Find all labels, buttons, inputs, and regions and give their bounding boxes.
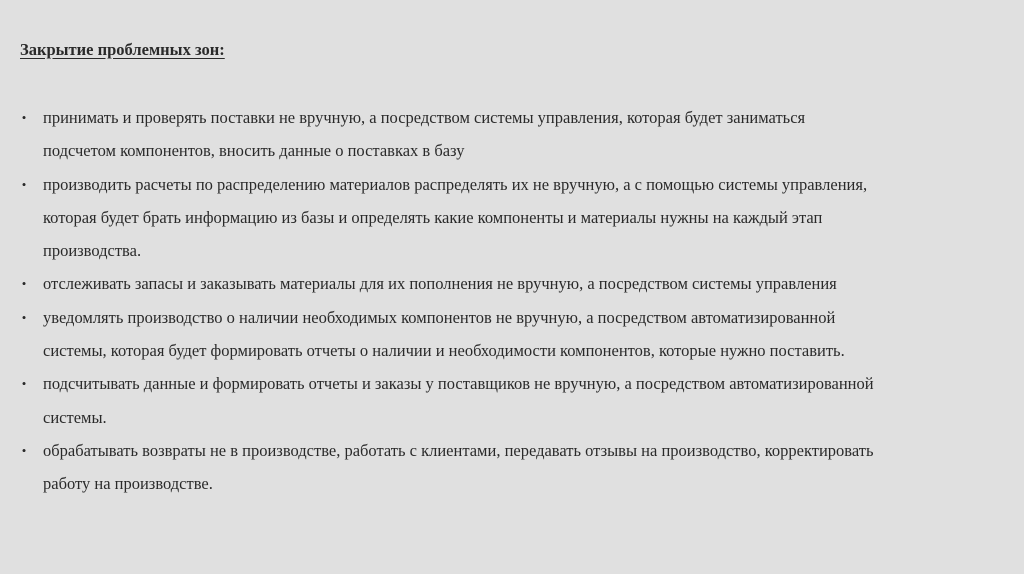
list-item-line: отслеживать запасы и заказывать материалы для их пополнения не вручную, а посредством системы управления (43, 274, 837, 294)
bullet-icon: • (21, 176, 27, 192)
bullet-icon: • (21, 376, 27, 392)
slide-heading: Закрытие проблемных зон: (20, 40, 225, 59)
list-item-line: производить расчеты по распределению материалов распределять их не вручную, а с помощью системы управления, (43, 174, 868, 194)
list-item-line: обрабатывать возвраты не в производстве, работать с клиентами, передавать отзывы на производство, корректировать (43, 440, 874, 460)
bullet-icon: • (21, 110, 27, 125)
list-item-line: работу на производстве. (43, 474, 213, 494)
list-item (0, 367, 1024, 434)
list-item-line: системы. (43, 407, 107, 427)
bullet-list (0, 101, 1024, 501)
bullet-icon: • (21, 276, 27, 292)
list-item-line: подсчитывать данные и формировать отчеты и заказы у поставщиков не вручную, а посредством автоматизированной (43, 374, 874, 394)
list-item (0, 301, 1024, 368)
bullet-icon: • (21, 442, 27, 458)
bullet-icon: • (21, 309, 27, 325)
list-item (0, 267, 1024, 300)
list-item-line: производства. (43, 241, 142, 261)
list-item-line: которая будет брать информацию из базы и определять какие компоненты и материалы нужны на каждый этап (43, 207, 823, 227)
list-item-line: принимать и проверять поставки не вручную, а посредством системы управления, которая будет заниматься (43, 108, 806, 127)
list-item-line: системы, которая будет формировать отчеты о наличии и необходимости компонентов, которые нужно поставить. (43, 341, 845, 361)
list-item-line: уведомлять производство о наличии необходимых компонентов не вручную, а посредством автоматизированной (43, 307, 836, 327)
list-item-line: подсчетом компонентов, вносить данные о поставках в базу (43, 141, 465, 161)
list-item (0, 434, 1024, 501)
list-item (0, 101, 1024, 168)
list-item (0, 168, 1024, 268)
